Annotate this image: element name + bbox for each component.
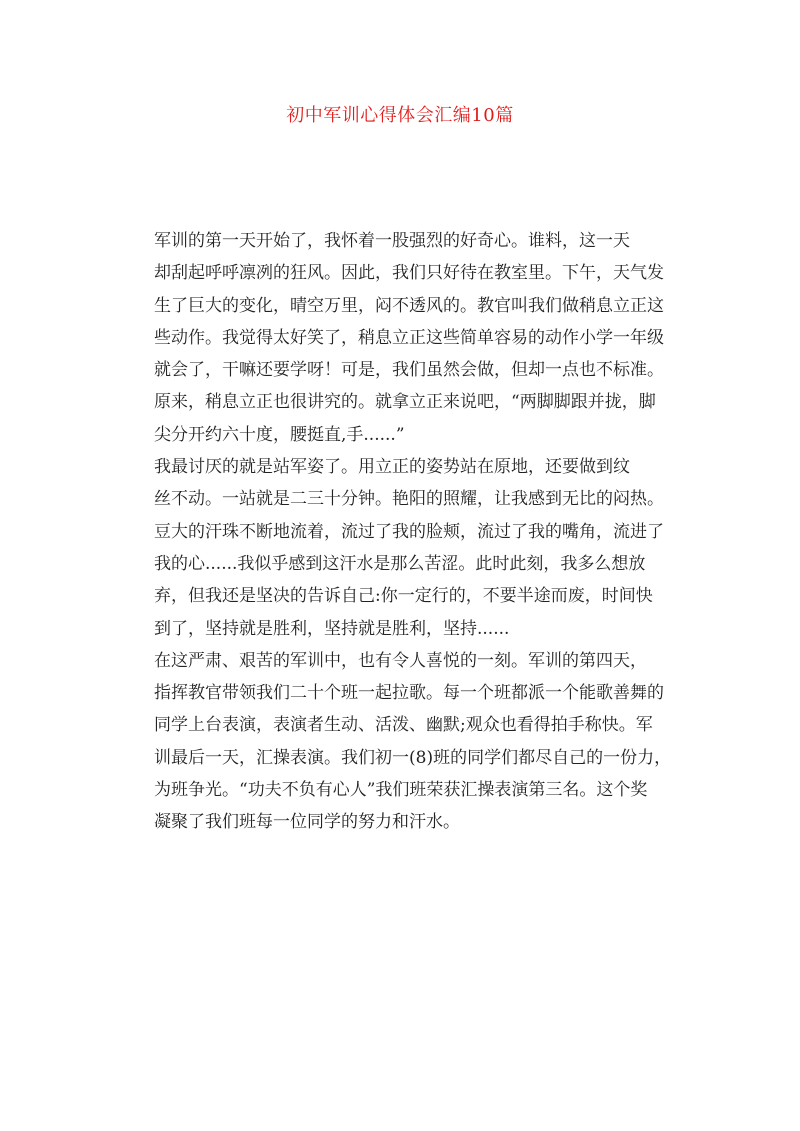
paragraph-line: 到了，坚持就是胜利，坚持就是胜利，坚持...... bbox=[154, 618, 510, 639]
paragraph-3 bbox=[120, 645, 680, 839]
paragraph-line: 些动作。我觉得太好笑了，稍息立正这些简单容易的动作小学一年级 bbox=[154, 327, 664, 348]
paragraph-line: 生了巨大的变化，晴空万里，闷不透风的。教官叫我们做稍息立正这 bbox=[154, 295, 664, 316]
paragraph-line: 训最后一天，汇操表演。我们初一(8)班的同学们都尽自己的一份力， bbox=[154, 747, 672, 768]
document-title: 初中军训心得体会汇编10篇 bbox=[286, 105, 514, 126]
paragraph-line: 丝不动。一站就是二三十分钟。艳阳的照耀，让我感到无比的闷热。 bbox=[154, 489, 664, 510]
paragraph-line: 在这严肃、艰苦的军训中，也有令人喜悦的一刻。军训的第四天， bbox=[154, 650, 647, 671]
paragraph-2 bbox=[120, 451, 680, 645]
paragraph-line: 就会了，干嘛还要学呀！可是，我们虽然会做，但却一点也不标准。 bbox=[154, 360, 664, 381]
paragraph-line: 同学上台表演，表演者生动、活泼、幽默;观众也看得拍手称快。军 bbox=[154, 715, 653, 736]
paragraph-line: 却刮起呼呼凛冽的狂风。因此，我们只好待在教室里。下午，天气发 bbox=[154, 263, 664, 284]
paragraph-line: 为班争光。“功夫不负有心人”我们班荣获汇操表演第三名。这个奖 bbox=[154, 780, 648, 801]
paragraph-1 bbox=[120, 225, 680, 451]
paragraph-line: 豆大的汗珠不断地流着，流过了我的脸颊，流过了我的嘴角，流进了 bbox=[154, 521, 664, 542]
document-body bbox=[120, 225, 680, 839]
paragraph-line: 原来，稍息立正也很讲究的。就拿立正来说吧，“两脚脚跟并拢，脚 bbox=[154, 392, 656, 413]
paragraph-line: 指挥教官带领我们二十个班一起拉歌。每一个班都派一个能歌善舞的 bbox=[154, 683, 664, 704]
paragraph-line: 我最讨厌的就是站军姿了。用立正的姿势站在原地，还要做到纹 bbox=[154, 457, 630, 478]
paragraph-line: 凝聚了我们班每一位同学的努力和汗水。 bbox=[154, 812, 460, 833]
paragraph-line: 尖分开约六十度，腰挺直,手......” bbox=[154, 424, 405, 445]
paragraph-line: 军训的第一天开始了，我怀着一股强烈的好奇心。谁料，这一天 bbox=[154, 231, 630, 251]
paragraph-line: 弃，但我还是坚决的告诉自己:你一定行的，不要半途而废，时间快 bbox=[154, 586, 653, 607]
paragraph-line: 我的心......我似乎感到这汗水是那么苦涩。此时此刻，我多么想放 bbox=[154, 553, 646, 574]
